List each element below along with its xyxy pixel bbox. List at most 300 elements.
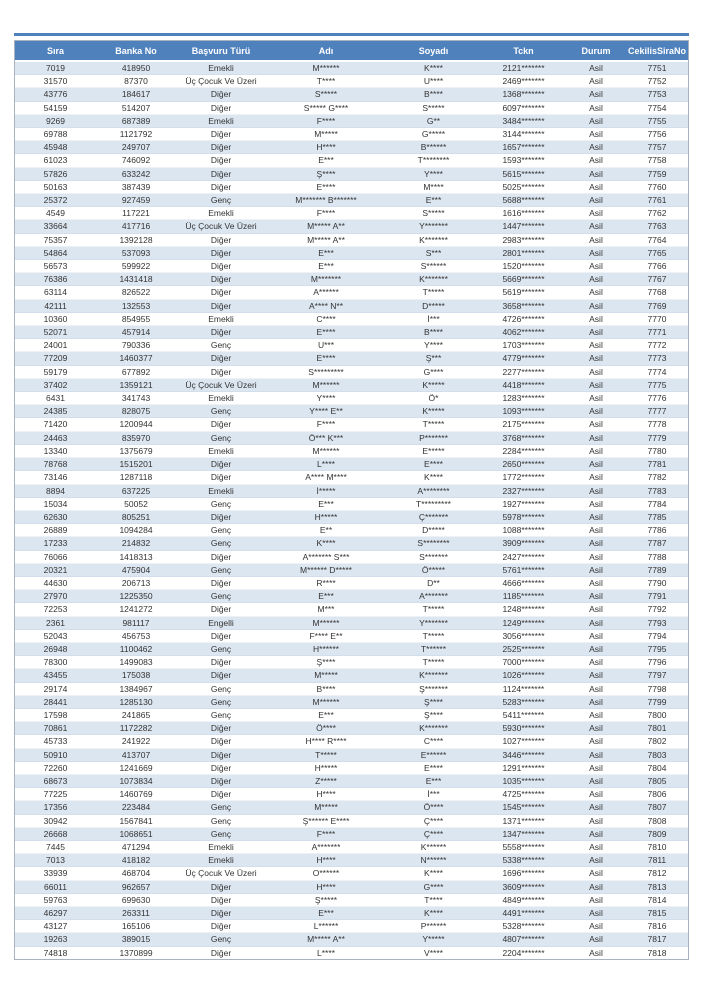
cell: H**** <box>266 141 386 154</box>
cell: 241865 <box>96 708 176 721</box>
column-header: Banka No <box>96 41 176 61</box>
cell: 7764 <box>626 233 688 246</box>
cell: Diğer <box>176 788 266 801</box>
cell: 46297 <box>15 907 96 920</box>
column-header: Durum <box>566 41 626 61</box>
table-row <box>15 114 688 127</box>
cell: 165106 <box>96 920 176 933</box>
cell: Emekli <box>176 484 266 497</box>
cell: M***** A** <box>266 220 386 233</box>
cell: 1121792 <box>96 128 176 141</box>
cell: 70861 <box>15 722 96 735</box>
table-row <box>15 682 688 695</box>
cell: 77209 <box>15 352 96 365</box>
cell: 790336 <box>96 339 176 352</box>
cell: 7789 <box>626 563 688 576</box>
cell: E****** <box>386 748 481 761</box>
cell: Diğer <box>176 669 266 682</box>
cell: 52043 <box>15 629 96 642</box>
cell: 7788 <box>626 550 688 563</box>
cell: 7779 <box>626 431 688 444</box>
cell: 117221 <box>96 207 176 220</box>
cell: M****** D***** <box>266 563 386 576</box>
cell: 1035******* <box>481 774 566 787</box>
cell: 835970 <box>96 431 176 444</box>
cell: 4725******* <box>481 788 566 801</box>
cell: 471294 <box>96 840 176 853</box>
cell: 7812 <box>626 867 688 880</box>
cell: Diğer <box>176 576 266 589</box>
table-row <box>15 326 688 339</box>
cell: 1249******* <box>481 616 566 629</box>
cell: Genç <box>176 642 266 655</box>
cell: T***** <box>386 603 481 616</box>
table-row <box>15 471 688 484</box>
cell: Ş**** <box>386 708 481 721</box>
cell: E*** <box>266 246 386 259</box>
cell: 77225 <box>15 788 96 801</box>
cell: S****** <box>386 260 481 273</box>
cell: Genç <box>176 497 266 510</box>
cell: 514207 <box>96 101 176 114</box>
table-row <box>15 616 688 629</box>
cell: Diğer <box>176 722 266 735</box>
cell: 2525******* <box>481 642 566 655</box>
cell: Emekli <box>176 444 266 457</box>
cell: M***** <box>266 801 386 814</box>
cell: Y**** <box>386 339 481 352</box>
cell: Diğer <box>176 880 266 893</box>
cell: 2284******* <box>481 444 566 457</box>
cell: 3056******* <box>481 629 566 642</box>
table-row <box>15 603 688 616</box>
cell: 27970 <box>15 590 96 603</box>
cell: 5978******* <box>481 510 566 523</box>
cell: Asil <box>566 114 626 127</box>
cell: 7794 <box>626 629 688 642</box>
cell: N****** <box>386 854 481 867</box>
cell: E*** <box>266 260 386 273</box>
cell: M****** <box>266 695 386 708</box>
cell: S***** <box>266 88 386 101</box>
cell: 214832 <box>96 537 176 550</box>
cell: 1200944 <box>96 418 176 431</box>
cell: 6097******* <box>481 101 566 114</box>
cell: T****** <box>386 642 481 655</box>
cell: Diğer <box>176 286 266 299</box>
cell: 7795 <box>626 642 688 655</box>
cell: 5411******* <box>481 708 566 721</box>
cell: T**** <box>266 75 386 88</box>
table-row <box>15 629 688 642</box>
cell: 7776 <box>626 392 688 405</box>
cell: 43776 <box>15 88 96 101</box>
cell: 1447******* <box>481 220 566 233</box>
cell: 5338******* <box>481 854 566 867</box>
cell: 1347******* <box>481 827 566 840</box>
cell: E*** <box>266 590 386 603</box>
cell: 4849******* <box>481 893 566 906</box>
cell: Diğer <box>176 761 266 774</box>
cell: F**** E** <box>266 629 386 642</box>
cell: K******* <box>386 722 481 735</box>
cell: 7808 <box>626 814 688 827</box>
cell: Asil <box>566 576 626 589</box>
cell: 7760 <box>626 180 688 193</box>
cell: 87370 <box>96 75 176 88</box>
cell: Asil <box>566 339 626 352</box>
cell: 7818 <box>647 947 667 958</box>
cell: 1088******* <box>481 524 566 537</box>
cell: Genç <box>176 933 266 946</box>
cell: 7754 <box>626 101 688 114</box>
cell: K******* <box>386 273 481 286</box>
cell: M***** <box>266 128 386 141</box>
cell: 30942 <box>15 814 96 827</box>
cell: 413707 <box>96 748 176 761</box>
cell: Diğer <box>176 471 266 484</box>
cell: 1283******* <box>481 392 566 405</box>
cell: Asil <box>566 563 626 576</box>
cell: 5930******* <box>481 722 566 735</box>
table-row <box>15 194 688 207</box>
cell: 54864 <box>15 246 96 259</box>
cell: 184617 <box>96 88 176 101</box>
cell: 7807 <box>626 801 688 814</box>
cell: 7768 <box>626 286 688 299</box>
cell: 7000******* <box>481 656 566 669</box>
table-row <box>15 867 688 880</box>
cell: Asil <box>566 827 626 840</box>
cell: 33664 <box>15 220 96 233</box>
cell: Diğer <box>176 458 266 471</box>
cell: 7815 <box>626 907 688 920</box>
cell: Diğer <box>176 88 266 101</box>
cell: 175038 <box>96 669 176 682</box>
cell: 7777 <box>626 405 688 418</box>
cell: Asil <box>566 75 626 88</box>
cell: Genç <box>176 708 266 721</box>
table-row <box>15 642 688 655</box>
cell: Ö* <box>386 392 481 405</box>
cell: Asil <box>566 642 626 655</box>
cell: D***** <box>386 524 481 537</box>
table-row <box>15 273 688 286</box>
cell: T***** <box>386 286 481 299</box>
cell: M****** <box>266 444 386 457</box>
cell: 7771 <box>626 326 688 339</box>
cell: 341743 <box>96 392 176 405</box>
cell: Emekli <box>176 61 266 75</box>
table-row <box>15 708 688 721</box>
cell: 17356 <box>15 801 96 814</box>
cell: 28441 <box>15 695 96 708</box>
cell: 7765 <box>626 246 688 259</box>
cell: Asil <box>566 141 626 154</box>
cell: 699630 <box>96 893 176 906</box>
cell: Ş******* <box>386 682 481 695</box>
cell: K**** <box>386 61 481 75</box>
cell: 7769 <box>626 299 688 312</box>
cell: Diğer <box>176 180 266 193</box>
cell: Ö**** <box>386 801 481 814</box>
cell: Asil <box>566 880 626 893</box>
cell: 263311 <box>96 907 176 920</box>
cell: 223484 <box>96 801 176 814</box>
cell: 43127 <box>15 920 96 933</box>
cell: 7790 <box>626 576 688 589</box>
cell: Asil <box>566 629 626 642</box>
cell: Ö**** <box>266 722 386 735</box>
table-row <box>15 827 688 840</box>
cell: 1172282 <box>96 722 176 735</box>
cell: 7445 <box>15 840 96 853</box>
cell: 72260 <box>15 761 96 774</box>
table-row <box>15 260 688 273</box>
cell: 26948 <box>15 642 96 655</box>
cell: 7811 <box>626 854 688 867</box>
cell: 10360 <box>15 312 96 325</box>
cell: Asil <box>566 840 626 853</box>
cell: 3909******* <box>481 537 566 550</box>
cell: Genç <box>176 431 266 444</box>
cell: 7766 <box>626 260 688 273</box>
cell: M***** A** <box>266 933 386 946</box>
cell: H***** <box>266 761 386 774</box>
cell: 7797 <box>626 669 688 682</box>
cell: Emekli <box>176 840 266 853</box>
cell: Asil <box>566 444 626 457</box>
cell: Asil <box>566 128 626 141</box>
cell: 69788 <box>15 128 96 141</box>
cell: Asil <box>566 326 626 339</box>
cell: Emekli <box>176 207 266 220</box>
cell: H**** <box>266 788 386 801</box>
table-row <box>15 312 688 325</box>
header-row <box>15 41 688 61</box>
cell: K******* <box>386 669 481 682</box>
cell: D***** <box>386 299 481 312</box>
cell: 24463 <box>15 431 96 444</box>
table-row <box>15 748 688 761</box>
cell: 3144******* <box>481 128 566 141</box>
cell: Ş**** <box>266 167 386 180</box>
cell: 7816 <box>626 920 688 933</box>
table-row <box>15 801 688 814</box>
cell: G**** <box>386 880 481 893</box>
cell: 1499083 <box>96 656 176 669</box>
cell: G** <box>386 114 481 127</box>
cell: T***** <box>386 418 481 431</box>
cell: 1927******* <box>481 497 566 510</box>
cell: 1225350 <box>96 590 176 603</box>
cell: Asil <box>566 748 626 761</box>
cell: Ö***** <box>386 563 481 576</box>
cell: T***** <box>266 748 386 761</box>
cell: Diğer <box>176 907 266 920</box>
cell: 417716 <box>96 220 176 233</box>
cell: Asil <box>566 207 626 220</box>
cell: Üç Çocuk Ve Üzeri <box>176 220 266 233</box>
table-row <box>15 576 688 589</box>
cell: T********* <box>386 497 481 510</box>
cell: Diğer <box>176 141 266 154</box>
cell: M****** <box>266 616 386 629</box>
table-row <box>15 893 688 906</box>
cell: U**** <box>386 75 481 88</box>
cell: İ*** <box>386 788 481 801</box>
cell: 61023 <box>15 154 96 167</box>
cell: Ş**** <box>266 656 386 669</box>
cell: E**** <box>386 761 481 774</box>
table-row <box>15 563 688 576</box>
cell: 4666******* <box>481 576 566 589</box>
cell: 7803 <box>626 748 688 761</box>
cell: E**** <box>266 352 386 365</box>
cell: H****** <box>266 642 386 655</box>
cell: 3609******* <box>481 880 566 893</box>
cell: U*** <box>266 339 386 352</box>
table-row <box>15 299 688 312</box>
cell: F**** <box>266 418 386 431</box>
cell: M***** A** <box>266 233 386 246</box>
table-row <box>15 537 688 550</box>
cell: Asil <box>566 167 626 180</box>
cell: Asil <box>566 801 626 814</box>
cell: E***** <box>386 444 481 457</box>
cell: Diğer <box>176 893 266 906</box>
table-row <box>15 722 688 735</box>
cell: M****** <box>266 378 386 391</box>
cell: 1359121 <box>96 378 176 391</box>
cell: Asil <box>566 695 626 708</box>
cell: Asil <box>566 273 626 286</box>
cell: Diğer <box>176 418 266 431</box>
cell: Asil <box>566 682 626 695</box>
cell: 7775 <box>626 378 688 391</box>
cell: 2121******* <box>481 61 566 75</box>
table-row <box>15 365 688 378</box>
cell: O****** <box>266 867 386 880</box>
cell: 854955 <box>96 312 176 325</box>
cell: 5688******* <box>481 194 566 207</box>
cell: 59763 <box>15 893 96 906</box>
cell: F**** <box>266 114 386 127</box>
cell: G**** <box>386 365 481 378</box>
cell: 1545******* <box>481 801 566 814</box>
cell: 7792 <box>626 603 688 616</box>
cell: Asil <box>566 484 626 497</box>
cell: 1567841 <box>96 814 176 827</box>
table-row <box>15 880 688 893</box>
table-row <box>15 128 688 141</box>
table-row <box>15 590 688 603</box>
cell: 7757 <box>626 141 688 154</box>
cell: 7800 <box>626 708 688 721</box>
cell: M******* <box>266 273 386 286</box>
table-row <box>15 431 688 444</box>
table-row <box>15 352 688 365</box>
cell: E*** <box>266 708 386 721</box>
cell: 1431418 <box>96 273 176 286</box>
cell: 1460769 <box>96 788 176 801</box>
table-row <box>15 154 688 167</box>
table-row <box>15 458 688 471</box>
cell: İ*** <box>386 312 481 325</box>
cell: 44630 <box>15 576 96 589</box>
cell: Ş****** E**** <box>266 814 386 827</box>
cell: Asil <box>566 405 626 418</box>
table-row <box>15 761 688 774</box>
cell: 7813 <box>626 880 688 893</box>
cell: K***** <box>386 378 481 391</box>
cell: Asil <box>566 761 626 774</box>
cell: Diğer <box>176 273 266 286</box>
cell: 7783 <box>626 484 688 497</box>
cell: Asil <box>566 603 626 616</box>
cell: 7752 <box>626 75 688 88</box>
cell: 7801 <box>626 722 688 735</box>
cell: Asil <box>566 524 626 537</box>
cell: Ş**** <box>386 695 481 708</box>
cell: 1185******* <box>481 590 566 603</box>
table-row <box>15 207 688 220</box>
cell: A******* <box>266 840 386 853</box>
cell: 19263 <box>15 933 96 946</box>
cell: Asil <box>566 510 626 523</box>
table-row <box>15 101 688 114</box>
cell: F**** <box>266 207 386 220</box>
cell: 3658******* <box>481 299 566 312</box>
top-rule-divider <box>14 33 689 36</box>
cell: 7781 <box>626 458 688 471</box>
cell: Ö*** K*** <box>266 431 386 444</box>
cell: 2204******* <box>502 947 545 958</box>
cell: M****** <box>266 61 386 75</box>
cell: R**** <box>266 576 386 589</box>
cell: Y**** E** <box>266 405 386 418</box>
cell: 5615******* <box>481 167 566 180</box>
cell: 475904 <box>96 563 176 576</box>
cell: 387439 <box>96 180 176 193</box>
cell: 4726******* <box>481 312 566 325</box>
cell: 418950 <box>96 61 176 75</box>
cell: Asil <box>566 708 626 721</box>
cell: 1285130 <box>96 695 176 708</box>
cell: Diğer <box>176 101 266 114</box>
cell: 63114 <box>15 286 96 299</box>
cell: 50163 <box>15 180 96 193</box>
cell: 1241272 <box>96 603 176 616</box>
cell: 7787 <box>626 537 688 550</box>
cell: 54159 <box>15 101 96 114</box>
cell: 24001 <box>15 339 96 352</box>
cell: H**** <box>266 880 386 893</box>
table-row <box>15 695 688 708</box>
table-row <box>15 405 688 418</box>
cell: A****** <box>266 286 386 299</box>
cell: Diğer <box>176 748 266 761</box>
cell: Genç <box>176 801 266 814</box>
cell: 2801******* <box>481 246 566 259</box>
cell: 206713 <box>96 576 176 589</box>
cell: Diğer <box>176 326 266 339</box>
cell: Asil <box>566 431 626 444</box>
cell: 7756 <box>626 128 688 141</box>
cell: E*** <box>386 774 481 787</box>
cell: 2983******* <box>481 233 566 246</box>
cell: Asil <box>566 220 626 233</box>
